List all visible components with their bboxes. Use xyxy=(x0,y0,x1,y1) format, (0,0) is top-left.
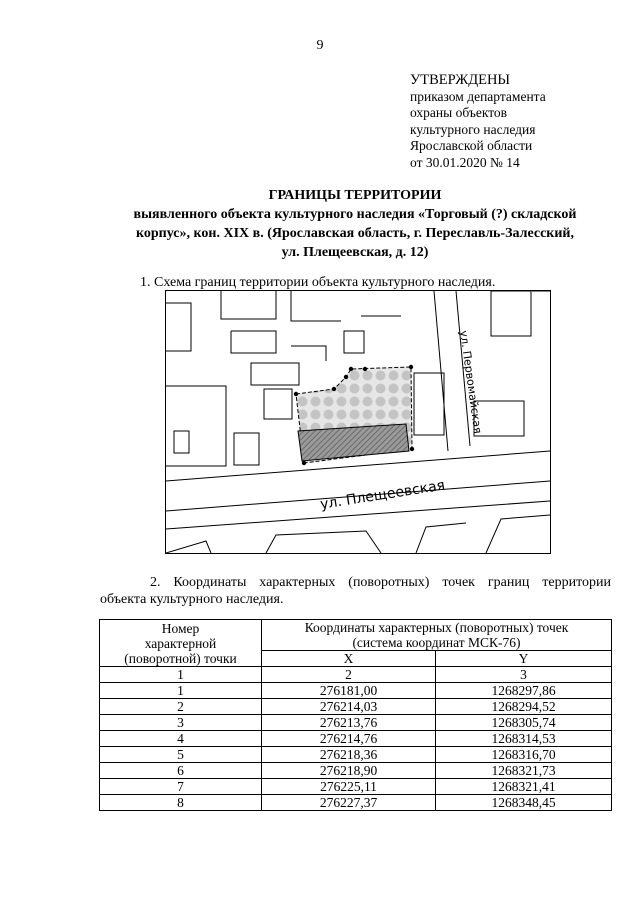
y-coordinate: 1268297,86 xyxy=(436,683,612,699)
point-number: 3 xyxy=(100,715,262,731)
point-number: 5 xyxy=(100,747,262,763)
point-number: 8 xyxy=(100,795,262,811)
header-point-number xyxy=(100,620,262,667)
title-line: ГРАНИЦЫ ТЕРРИТОРИИ xyxy=(268,188,442,203)
title-line: ул. Плещеевская, д. 12) xyxy=(281,245,429,260)
document-title xyxy=(100,186,610,262)
approval-line: от 30.01.2020 № 14 xyxy=(410,154,520,170)
column-numbering-row xyxy=(100,667,612,683)
table-row xyxy=(100,779,612,795)
y-coordinate: 1268321,41 xyxy=(436,779,612,795)
x-coordinate: 276213,76 xyxy=(262,715,436,731)
approval-stamp xyxy=(410,72,546,171)
table-row xyxy=(100,763,612,779)
x-coordinate: 276218,90 xyxy=(262,763,436,779)
table-row xyxy=(100,683,612,699)
column-number: 1 xyxy=(100,667,262,683)
y-coordinate: 1268321,73 xyxy=(436,763,612,779)
y-coordinate: 1268348,45 xyxy=(436,795,612,811)
table-row xyxy=(100,795,612,811)
boundary-map xyxy=(165,290,551,554)
table-row xyxy=(100,731,612,747)
approval-line: приказом департамента xyxy=(410,88,546,104)
page-number: 9 xyxy=(316,38,324,53)
section-1-heading: 1. Схема границ территории объекта культурного наследия. xyxy=(140,275,496,290)
column-number: 3 xyxy=(436,667,612,683)
point-number: 4 xyxy=(100,731,262,747)
x-coordinate: 276225,11 xyxy=(262,779,436,795)
point-number: 6 xyxy=(100,763,262,779)
x-coordinate: 276227,37 xyxy=(262,795,436,811)
x-coordinate: 276214,03 xyxy=(262,699,436,715)
title-line: выявленного объекта культурного наследия «Торговый (?) складской xyxy=(133,207,577,222)
approval-line: Ярославской области xyxy=(410,138,533,153)
x-coordinate: 276214,76 xyxy=(262,731,436,747)
approval-line: культурного наследия xyxy=(410,121,536,137)
header-line: Координаты характерных (поворотных) точек xyxy=(304,620,569,635)
header-line: Номер xyxy=(161,620,200,636)
x-coordinate: 276218,36 xyxy=(262,747,436,763)
approval-line: охраны объектов xyxy=(410,105,508,120)
section-2-text xyxy=(100,574,611,608)
approval-heading: УТВЕРЖДЕНЫ xyxy=(410,72,511,88)
street-label-horizontal: ул. Плещеевская xyxy=(319,477,447,513)
section-2-line: объекта культурного наследия. xyxy=(100,592,284,607)
table-row xyxy=(100,715,612,731)
section-2-line: 2. Координаты характерных (поворотных) точек границ территории xyxy=(150,575,611,590)
column-number: 2 xyxy=(262,667,436,683)
y-coordinate: 1268294,52 xyxy=(436,699,612,715)
heritage-building xyxy=(298,424,409,461)
x-coordinate: 276181,00 xyxy=(262,683,436,699)
street-label-vertical: ул. Первомайская xyxy=(457,329,485,435)
y-coordinate: 1268314,53 xyxy=(436,731,612,747)
point-number: 1 xyxy=(100,683,262,699)
table-row xyxy=(100,747,612,763)
y-coordinate: 1268305,74 xyxy=(436,715,612,731)
point-number: 2 xyxy=(100,699,262,715)
header-line: характерной xyxy=(144,635,217,651)
header-line: (поворотной) точки xyxy=(124,650,237,666)
coordinates-table xyxy=(99,619,612,811)
title-line: корпус», кон. XIX в. (Ярославская область, г. Переславль-Залесский, xyxy=(136,226,574,241)
header-y: Y xyxy=(436,651,612,667)
table-row xyxy=(100,699,612,715)
point-number: 7 xyxy=(100,779,262,795)
y-coordinate: 1268316,70 xyxy=(436,747,612,763)
header-line: (система координат МСК-76) xyxy=(352,635,521,650)
header-coordinates xyxy=(262,620,612,651)
header-x: X xyxy=(262,651,436,667)
